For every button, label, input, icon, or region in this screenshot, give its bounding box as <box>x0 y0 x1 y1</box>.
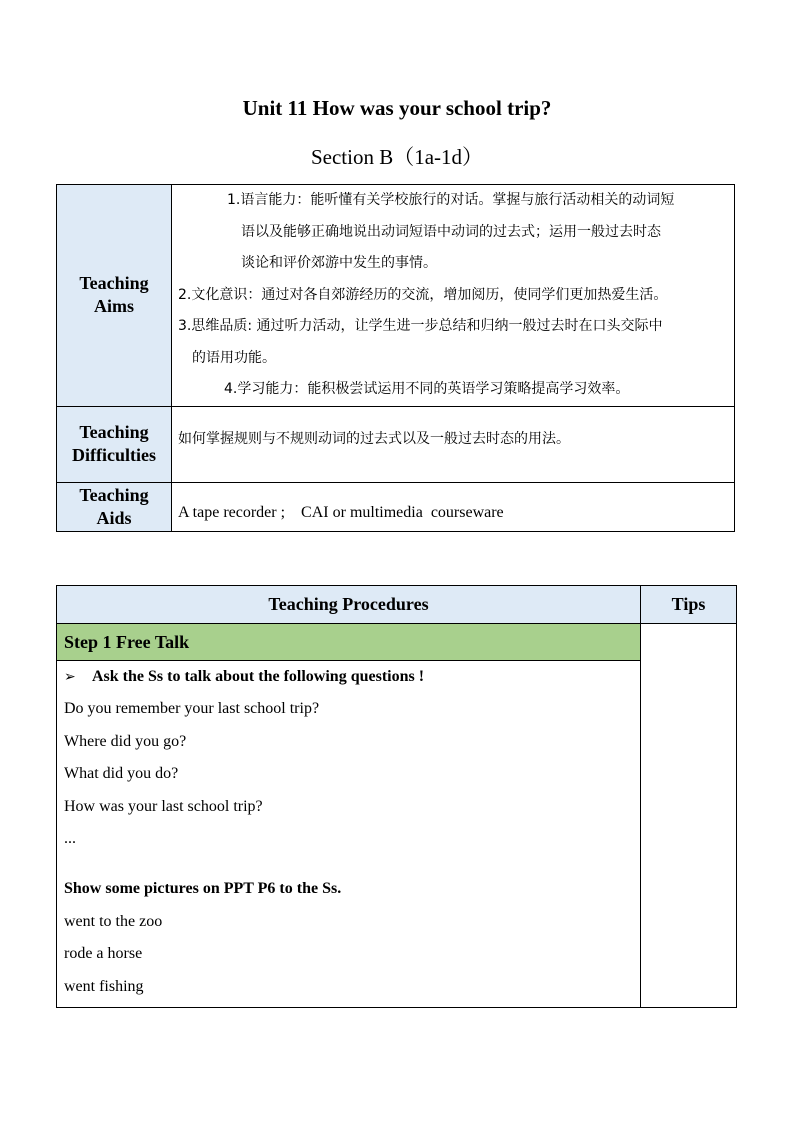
aids-label-line-2: Aids <box>96 507 132 528</box>
question-line: Do you remember your last school trip? <box>64 700 320 718</box>
teaching-info-table <box>56 184 735 532</box>
aids-label-line-1: Teaching <box>79 484 149 505</box>
difficulties-label-line-1: Teaching <box>79 422 149 442</box>
step-body-cell <box>57 661 641 1008</box>
question-line: How was your last school trip? <box>64 797 263 815</box>
difficulties-label-line-2: Difficulties <box>72 445 156 465</box>
aims-label-line-1: Teaching <box>79 273 149 294</box>
instruction-line <box>64 661 640 693</box>
difficulties-content-cell: 如何掌握规则与不规则动词的过去式以及一般过去时态的用法。 <box>172 406 735 482</box>
aims-content-cell <box>172 185 735 407</box>
aim-line: 3.思维品质: 通过听力活动，让学生进一步总结和归纳一般过去时在口头交际中 <box>178 318 663 334</box>
aim-line: 的语用功能。 <box>192 349 276 366</box>
difficulties-label-cell <box>57 406 172 482</box>
section-subtitle: Section B（1a-1d） <box>310 145 484 169</box>
aim-line: 语以及能够正确地说出动词短语中动词的过去式；运用一般过去时态 <box>241 223 661 240</box>
aim-line: 2.文化意识：通过对各自郊游经历的交流，增加阅历，使同学们更加热爱生活。 <box>178 286 668 303</box>
aids-content-cell: A tape recorder ; CAI or multimedia courseware <box>172 482 735 531</box>
phrase-line: rode a horse <box>64 945 143 963</box>
teaching-procedures-table <box>56 585 737 1008</box>
procedures-header: Teaching Procedures <box>57 586 641 624</box>
aims-label-cell <box>57 185 172 407</box>
aids-label-cell <box>57 482 172 531</box>
instruction-text: Ask the Ss to talk about the following questions ! <box>92 668 425 685</box>
spacer <box>64 855 640 873</box>
difficulties-row <box>57 406 735 482</box>
tips-cell <box>641 624 737 1008</box>
step-body-row <box>57 661 737 1008</box>
aim-line: 谈论和评价郊游中发生的事情。 <box>241 255 437 271</box>
step-title: Step 1 Free Talk <box>57 624 641 661</box>
step-row <box>57 624 737 661</box>
show-pictures-line: Show some pictures on PPT P6 to the Ss. <box>64 880 342 898</box>
aids-row <box>57 482 735 531</box>
aims-label-line-2: Aims <box>94 296 134 317</box>
question-line: ... <box>64 829 76 847</box>
aim-line: 1.语言能力：能听懂有关学校旅行的对话。掌握与旅行活动相关的动词短 <box>227 192 675 208</box>
aim-line: 4.学习能力：能积极尝试运用不同的英语学习策略提高学习效率。 <box>224 381 630 397</box>
tips-header: Tips <box>641 586 737 624</box>
question-line: What did you do? <box>64 765 179 783</box>
question-line: Where did you go? <box>64 732 187 750</box>
document-title: Unit 11 How was your school trip? <box>242 96 552 120</box>
phrase-line: went to the zoo <box>64 912 163 930</box>
aims-row <box>57 185 735 407</box>
arrow-bullet-icon: ➢ <box>64 669 76 685</box>
phrase-line: went fishing <box>64 977 144 995</box>
procedures-header-row <box>57 586 737 624</box>
